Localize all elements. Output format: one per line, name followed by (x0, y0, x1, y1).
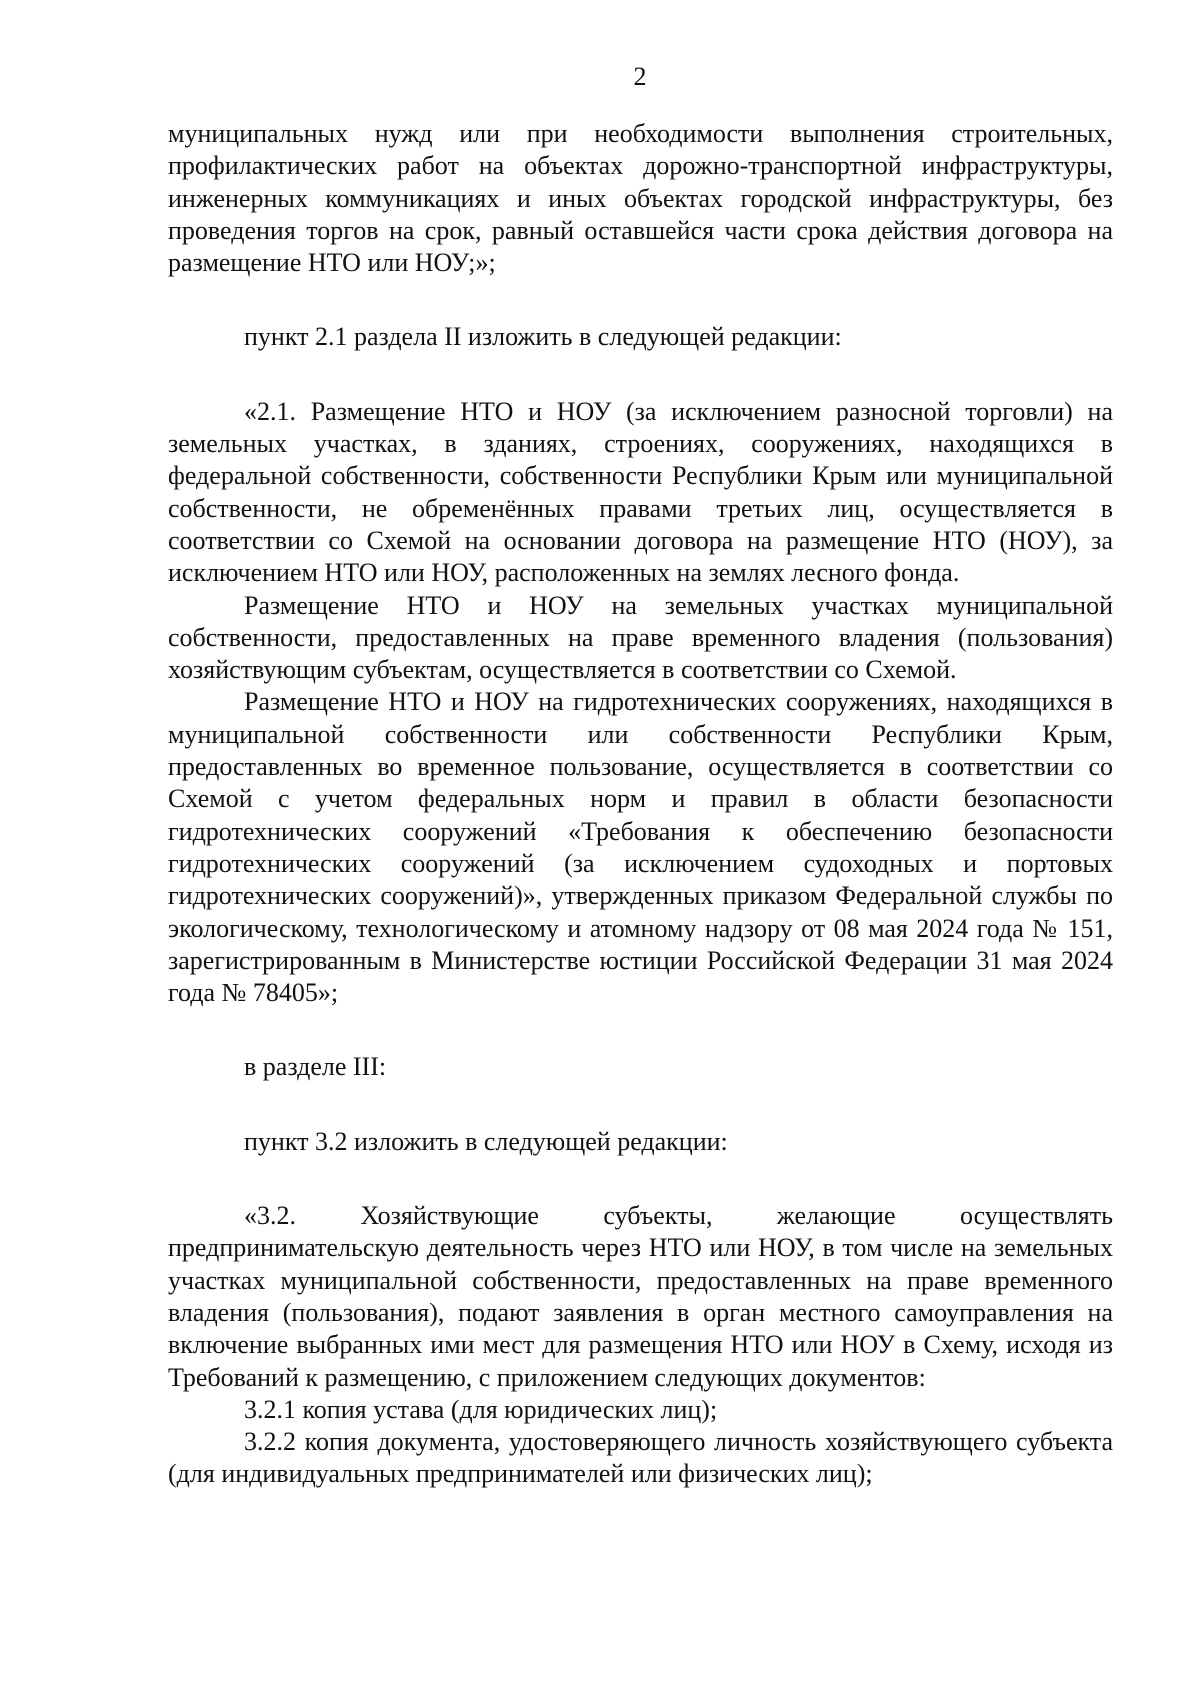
paragraph-hydrotechnical: Размещение НТО и НОУ на гидротехнических сооружениях, находящихся в муниципальной собственности или собственности Республики Крым, предоставленных во временное пользование, осуществляется в соответствии со Схемой с учетом федеральных норм и правил в области безопасности гидротехнических сооружений «Требования к обеспечению безопасности гидротехнических сооружений (за исключением судоходных и портовых гидротехнических сооружений)», утвержденных приказом Федеральной службы по экологическому, технологическому и атомному надзору от 08 мая 2024 года № 151, зарегистрированным в Министерстве юстиции Российской Федерации 31 мая 2024 года № 78405»; (168, 687, 1113, 1008)
paragraph-3-2-1: 3.2.1 копия устава (для юридических лиц); (244, 1394, 718, 1424)
paragraph-section-3: в разделе III: (244, 1052, 387, 1082)
paragraph-municipal-land: Размещение НТО и НОУ на земельных участках муниципальной собственности, предоставленных на праве временного владения (пользования) хозяйствующим субъектам, осуществляется в соответствии со Схемой. (168, 590, 1113, 685)
paragraph-3-2: «3.2. Хозяйствующие субъекты, желающие осуществлять предпринимательскую деятельность через НТО или НОУ, в том числе на земельных участках муниципальной собственности, предоставленных на праве временного владения (пользования), подают заявления в орган местного самоуправления на включение выбранных ими мест для размещения НТО или НОУ в Схему, исходя из Требований к размещению, с приложением следующих документов: (168, 1201, 1113, 1392)
paragraph-continuation: муниципальных нужд или при необходимости выполнения строительных, профилактических работ на объектах дорожно-транспортной инфраструктуры, инженерных коммуникациях и иных объектах городской инфраструктуры, без проведения торгов на срок, равный оставшейся части срока действия договора на размещение НТО или НОУ;»; (168, 119, 1113, 278)
paragraph-amendment-2-1-intro: пункт 2.1 раздела II изложить в следующей редакции: (244, 322, 842, 352)
page-number: 2 (633, 62, 647, 91)
paragraph-2-1: «2.1. Размещение НТО и НОУ (за исключением разносной торговли) на земельных участках, в зданиях, строениях, сооружениях, находящихся в федеральной собственности, собственности Республики Крым или муниципальной собственности, не обременённых правами третьих лиц, осуществляется в соответствии со Схемой на основании договора на размещение НТО (НОУ), за исключением НТО или НОУ, расположенных на землях лесного фонда. (168, 396, 1113, 588)
document-body (168, 118, 1113, 1491)
paragraph-amendment-3-2-intro: пункт 3.2 изложить в следующей редакции: (244, 1126, 728, 1156)
paragraph-3-2-2: 3.2.2 копия документа, удостоверяющего личность хозяйствующего субъекта (для индивидуальных предпринимателей или физических лиц); (168, 1427, 1113, 1489)
